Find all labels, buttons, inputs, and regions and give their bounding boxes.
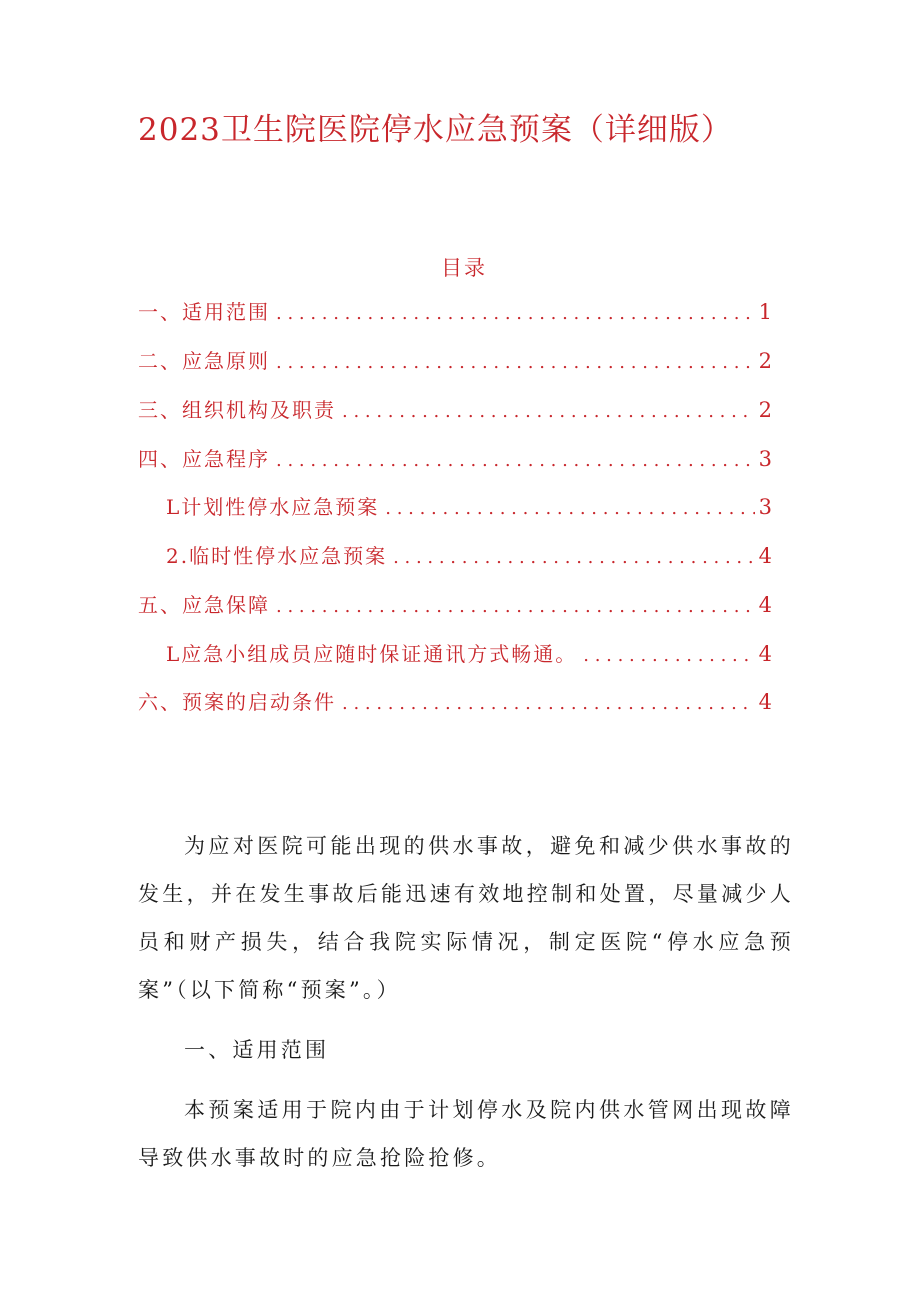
toc-dot-leader <box>393 549 755 567</box>
toc-entry-label: L计划性停水应急预案 <box>166 495 380 519</box>
toc-dot-leader <box>342 403 755 421</box>
toc-entry-activation[interactable] <box>138 686 774 716</box>
toc-entry-label: 六、预案的启动条件 <box>138 690 336 714</box>
toc-entry-label: 二、应急原则 <box>138 349 270 373</box>
toc-dot-leader <box>276 598 755 616</box>
toc-entry-label: 三、组织机构及职责 <box>138 398 336 422</box>
toc-page-number: 3 <box>758 495 774 519</box>
toc-entry-procedures[interactable] <box>138 443 774 473</box>
toc-entry-label: 四、应急程序 <box>138 447 270 471</box>
toc-dot-leader <box>276 354 755 372</box>
toc-entry-scope[interactable] <box>138 296 774 326</box>
toc-entry-principles[interactable] <box>138 345 774 375</box>
toc-entry-label: L应急小组成员应随时保证通讯方式畅通。 <box>166 642 578 666</box>
toc-entry-organization[interactable] <box>138 394 774 424</box>
toc-page-number: 4 <box>758 593 774 617</box>
toc-page-number: 4 <box>758 642 774 666</box>
toc-dot-leader <box>583 647 754 665</box>
toc-dot-leader <box>276 452 755 470</box>
document-title: 2023卫生院医院停水应急预案（详细版） <box>138 112 733 148</box>
toc-dot-leader <box>385 500 754 518</box>
section-heading-scope: 一、适用范围 <box>184 1038 330 1062</box>
toc-page-number: 3 <box>758 447 774 471</box>
toc-page-number: 2 <box>758 398 774 422</box>
intro-paragraph: 为应对医院可能出现的供水事故，避免和减少供水事故的发生，并在发生事故后能迅速有效地控制和处置，尽量减少人员和财产损失，结合我院实际情况，制定医院“停水应急预案”（以下简称“预案”。） <box>138 834 794 1002</box>
scope-paragraph: 本预案适用于院内由于计划停水及院内供水管网出现故障导致供水事故时的应急抢险抢修。 <box>138 1098 794 1170</box>
toc-entry-temporary-outage[interactable] <box>166 540 774 570</box>
toc-entry-label: 五、应急保障 <box>138 593 270 617</box>
toc-page-number: 4 <box>758 544 774 568</box>
toc-entry-support[interactable] <box>138 589 774 619</box>
toc-dot-leader <box>342 695 755 713</box>
toc-entry-planned-outage[interactable] <box>166 491 774 521</box>
toc-entry-label: 一、适用范围 <box>138 300 270 324</box>
toc-dot-leader <box>276 305 755 323</box>
toc-page-number: 4 <box>758 690 774 714</box>
toc-page-number: 1 <box>758 300 774 324</box>
toc-heading: 目录 <box>441 256 487 280</box>
toc-entry-communication[interactable] <box>166 638 774 668</box>
toc-page-number: 2 <box>758 349 774 373</box>
toc-entry-label: 2.临时性停水应急预案 <box>166 544 388 568</box>
